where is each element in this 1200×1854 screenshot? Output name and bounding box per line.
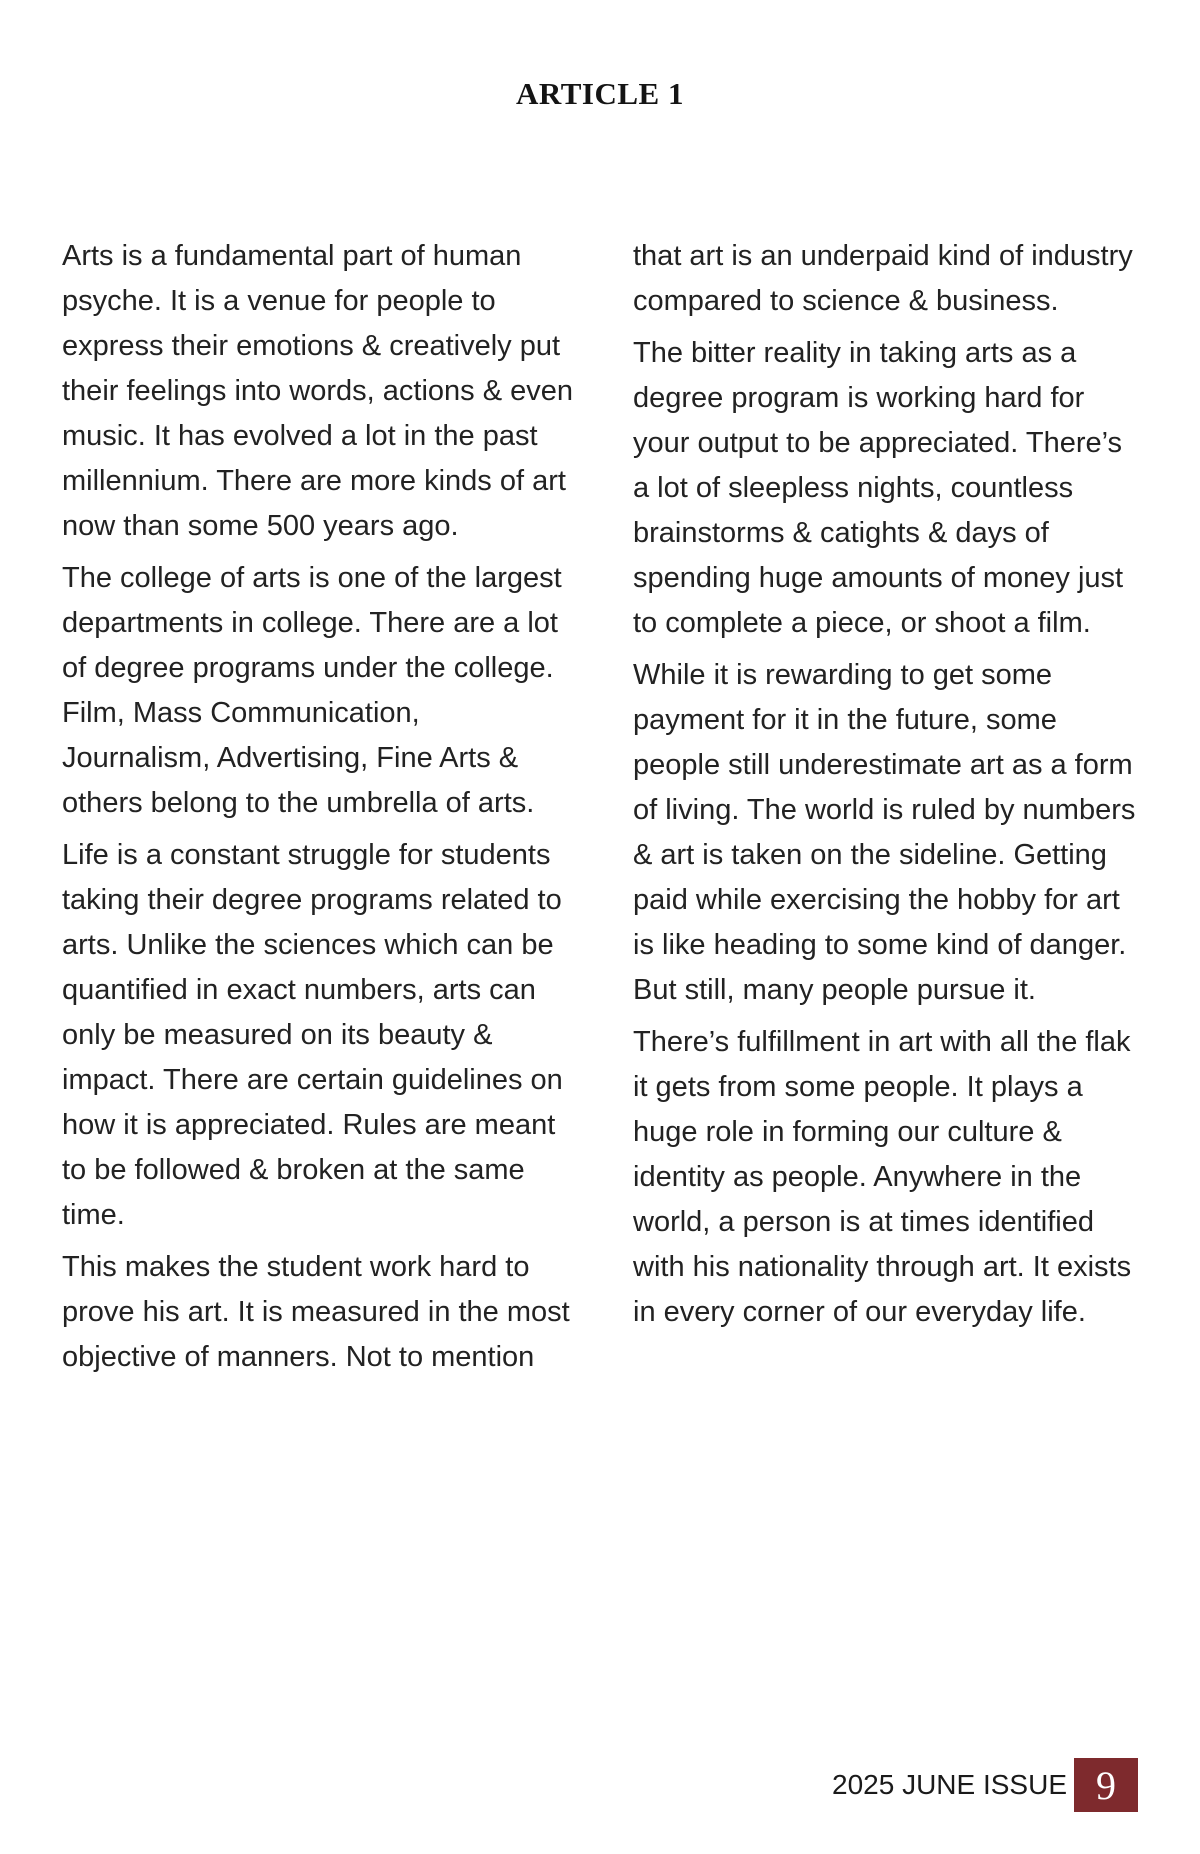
- paragraph-fulfillment: There’s fulfillment in art with all the flak it gets from some people. It plays a huge role in forming our culture & identity as people. Anywhere in the world, a person is at times identified with his nationality through art. It exists in every corner of our everyday life.: [633, 1026, 1132, 1328]
- page-number-badge: 9: [1074, 1758, 1138, 1812]
- paragraph-bitter-reality: The bitter reality in taking arts as a degree program is working hard for your output to be appreciated. There’s a lot of sleepless nights, countless brainstorms & catights & days of spending huge amounts of money just to complete a piece, or shoot a film.: [633, 337, 1124, 639]
- paragraph-student-struggle: Life is a constant struggle for students taking their degree programs related to arts. Unlike the sciences which can be quantified in exact numbers, arts can only be measured on its beauty & impact. There are certain guidelines on how it is appreciated. Rules are meant to be followed & broken at the same time.: [62, 839, 563, 1231]
- article-title: ARTICLE 1: [516, 76, 684, 111]
- paragraph-work-hard: This makes the student work hard to prove his art. It is measured in the most objective of manners. Not to mention: [62, 1251, 570, 1373]
- page-footer: [832, 1758, 1138, 1812]
- paragraph-college-of-arts: The college of arts is one of the largest departments in college. There are a lot of degree programs under the college. Film, Mass Communication, Journalism, Advertising, Fine Arts & others belong to the umbrella of arts.: [62, 562, 562, 819]
- right-column: [633, 234, 1144, 1387]
- article-columns: [62, 234, 1144, 1387]
- paragraph-intro: Arts is a fundamental part of human psyche. It is a venue for people to express their emotions & creatively put their feelings into words, actions & even music. It has evolved a lot in the past millennium. There are more kinds of art now than some 500 years ago.: [62, 240, 573, 542]
- issue-label: 2025 JUNE ISSUE: [832, 1769, 1067, 1800]
- paragraph-rewarding: While it is rewarding to get some payment for it in the future, some people still underestimate art as a form of living. The world is ruled by numbers & art is taken on the sideline. Getting paid while exercising the hobby for art is like heading to some kind of danger. But still, many people pursue it.: [633, 659, 1136, 1006]
- paragraph-underpaid-industry: that art is an underpaid kind of industry compared to science & business.: [633, 240, 1133, 317]
- left-column: [62, 234, 573, 1387]
